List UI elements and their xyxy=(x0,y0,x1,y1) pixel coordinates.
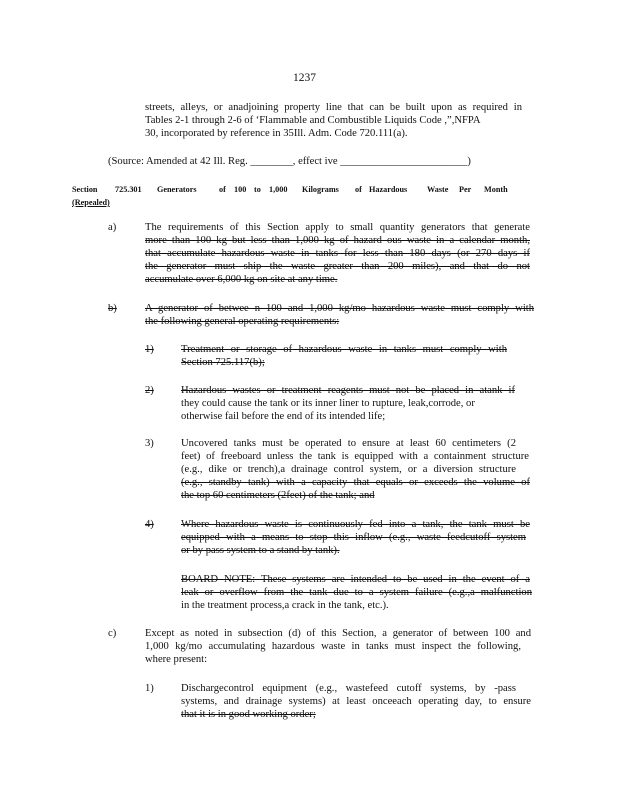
item-c1-line: Dischargecontrol equipment (e.g., wastefeed cutoff systems, by -pass xyxy=(181,683,516,694)
board-note-line: BOARD NOTE: These systems are intended to be used in the event of a xyxy=(181,574,530,585)
para-a-line: The requirements of this Section apply to small quantity generators that generate xyxy=(145,222,530,233)
item-b3-line: (e.g., dike or trench),a drainage control system, or a diversion structure xyxy=(181,464,516,475)
item-b4-line: Where hazardous waste is continuously fed into a tank, the tank must be xyxy=(181,519,530,530)
section-header xyxy=(72,184,508,195)
section-title-word: of xyxy=(355,185,362,194)
item-label-b4: 4) xyxy=(145,519,154,530)
para-a-line: accumulate over 6,000 kg on site at any time. xyxy=(145,274,338,285)
page-number: 1237 xyxy=(293,72,316,84)
item-b3-line: feet) of freeboard unless the tank is equipped with a containment structure xyxy=(181,451,529,462)
item-label-c1: 1) xyxy=(145,683,154,694)
source-note: (Source: Amended at 42 Ill. Reg. ________, effect ive ________________________) xyxy=(108,156,471,167)
board-note-line: in the treatment process,a crack in the tank, etc.). xyxy=(181,600,389,611)
repealed-label: (Repealed) xyxy=(72,198,110,207)
section-title-word: 100 xyxy=(234,185,247,194)
section-title-word: to xyxy=(254,185,261,194)
section-title-word: Kilograms xyxy=(302,185,339,194)
subsection-label-a: a) xyxy=(108,222,117,233)
section-number: 725.301 xyxy=(115,185,142,194)
item-b4-line: equipped with a means to stop this inflow (e.g., waste feedcutoff system xyxy=(181,532,526,543)
section-title-word: of xyxy=(219,185,226,194)
para-a-line: the generator must ship the waste greater than 200 miles), and that do not xyxy=(145,261,530,272)
intro-line: 30, incorporated by reference in 35Ill. Adm. Code 720.111(a). xyxy=(145,128,408,139)
section-title-word: Waste xyxy=(427,185,449,194)
para-a-line: more than 100 kg but less than 1,000 kg of hazard ous waste in a calendar month, xyxy=(145,235,530,246)
intro-line: streets, alleys, or anadjoining property line that can be built upon as required in xyxy=(145,102,522,113)
section-title-word: Per xyxy=(459,185,472,194)
para-c-line: where present: xyxy=(145,654,208,665)
item-c1-line: systems, and drainage systems) at least onceeach operating day, to ensure xyxy=(181,696,531,707)
section-title-word: Hazardous xyxy=(369,185,408,194)
item-c1-line: that it is in good working order; xyxy=(181,709,316,720)
section-title-word: Generators xyxy=(157,185,197,194)
para-c-line: 1,000 kg/mo accumulating hazardous waste in tanks must inspect the following, xyxy=(145,641,521,652)
item-b4-line: or by pass system to a stand by tank). xyxy=(181,545,340,556)
board-note-line: leak or overflow from the tank due to a system failure (e.g.,a malfunction xyxy=(181,587,532,598)
section-title-word: Month xyxy=(484,185,508,194)
para-a-line: that accumulate hazardous waste in tanks for less than 180 days (or 270 days if xyxy=(145,248,530,259)
item-label-b3: 3) xyxy=(145,438,154,449)
section-title-word: 1,000 xyxy=(269,185,288,194)
item-b3-line: (e.g., standby tank) with a capacity that equals or exceeds the volume of xyxy=(181,477,530,488)
item-b3-line: the top 60 centimeters (2feet) of the tank; and xyxy=(181,490,375,501)
item-b2-line: Hazardous wastes or treatment reagents must not be placed in atank if xyxy=(181,385,515,396)
item-b3-line: Uncovered tanks must be operated to ensure at least 60 centimeters (2 xyxy=(181,438,516,449)
subsection-label-b: b) xyxy=(108,303,117,314)
item-b1-line: Section 725.117(b); xyxy=(181,357,265,368)
section-label: Section xyxy=(72,185,98,194)
para-b-line: A generator of betwee n 100 and 1,000 kg/mo hazardous waste must comply with xyxy=(145,303,534,314)
item-label-b2: 2) xyxy=(145,385,154,396)
item-label-b1: 1) xyxy=(145,344,154,355)
para-c-line: Except as noted in subsection (d) of this Section, a generator of between 100 and xyxy=(145,628,531,639)
item-b2-line: otherwise fail before the end of its intended life; xyxy=(181,411,386,422)
para-b-line: the following general operating requirements: xyxy=(145,316,340,327)
intro-line: Tables 2-1 through 2-6 of ‘Flammable and Combustible Liquids Code ,”,NFPA xyxy=(145,115,481,126)
subsection-label-c: c) xyxy=(108,628,117,639)
item-b2-line: they could cause the tank or its inner liner to rupture, leak,corrode, or xyxy=(181,398,475,409)
item-b1-line: Treatment or storage of hazardous waste in tanks must comply with xyxy=(181,344,507,355)
